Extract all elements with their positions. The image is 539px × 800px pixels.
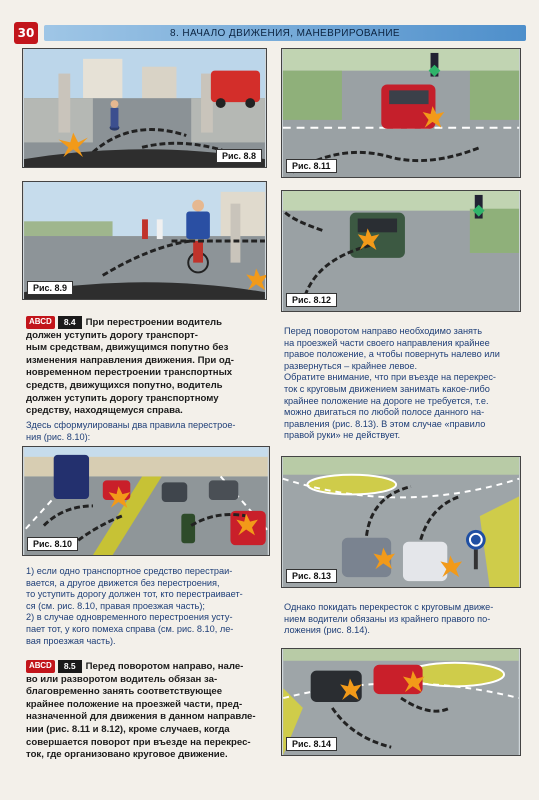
rule-number: 8.4 bbox=[58, 316, 82, 329]
rule-line: совершается поворот при въезде на перекрес- bbox=[26, 736, 251, 748]
text-line: вая проезжая часть). bbox=[26, 635, 116, 646]
text-line: 2) в случае одновременного перестроения усту- bbox=[26, 612, 233, 623]
rule-line: изменения направления движения. При од- bbox=[26, 354, 234, 366]
text-line: ния (рис. 8.10): bbox=[26, 431, 91, 442]
text-line: ложения (рис. 8.14). bbox=[284, 625, 370, 636]
text-line: правое положение, а чтобы повернуть налево или bbox=[284, 349, 500, 360]
text-line: правления (рис. 8.13). В этом случае «правило bbox=[284, 418, 486, 429]
intro-paragraph bbox=[26, 420, 271, 443]
figure-caption: Рис. 8.11 bbox=[286, 159, 337, 173]
rule-text: При перестроении водитель bbox=[85, 317, 223, 328]
rule-line bbox=[26, 316, 271, 330]
page-number: 30 bbox=[14, 22, 38, 44]
text-line: Здесь сформулированы два правила перестрое- bbox=[26, 420, 236, 430]
rule-8-5 bbox=[26, 660, 271, 762]
rule-line: нии (рис. 8.11 и 8.12), кроме случаев, когда bbox=[26, 723, 230, 735]
text-line: вается, а другое движется без перестроения, bbox=[26, 577, 220, 588]
rule-line: новременном перестроении транспортных bbox=[26, 367, 233, 379]
figure-8-9 bbox=[22, 181, 267, 300]
text-line: ся (см. рис. 8.10, правая проезжая часть); bbox=[26, 600, 205, 611]
rule-text: Перед поворотом направо, нале- bbox=[85, 661, 244, 672]
text-line: 1) если одно транспортное средство перестраи- bbox=[26, 566, 233, 576]
figure-caption: Рис. 8.13 bbox=[286, 569, 337, 583]
rule-line: назначенной для движения в данном направле- bbox=[26, 711, 256, 723]
rule-line: должен уступить дорогу транспортному bbox=[26, 392, 219, 404]
page-header bbox=[14, 22, 526, 44]
rule-line: средству, находящемуся справа. bbox=[26, 405, 183, 417]
rule-line: во или разворотом водитель обязан за- bbox=[26, 673, 218, 685]
rule-number: 8.5 bbox=[58, 660, 82, 673]
figure-caption: Рис. 8.10 bbox=[27, 537, 78, 551]
text-line: Обратите внимание, что при въезде на перекрес- bbox=[284, 372, 496, 383]
rule-line: ток, где организовано круговое движение. bbox=[26, 749, 228, 761]
rule-line: крайнее положение на проезжей части, пред- bbox=[26, 698, 243, 710]
rule-line: ным средствам, движущимся попутно без bbox=[26, 342, 229, 354]
figure-caption: Рис. 8.14 bbox=[286, 737, 337, 751]
text-line: Перед поворотом направо необходимо занять bbox=[284, 326, 483, 336]
text-line: ток с круговым движением занимать какое-либо bbox=[284, 383, 490, 394]
text-line: развернуться – крайнее левое. bbox=[284, 360, 418, 371]
figure-8-10 bbox=[22, 446, 270, 556]
right-paragraph-2 bbox=[284, 602, 524, 637]
rule-category-badge: АВСD bbox=[26, 660, 55, 673]
text-line: на проезжей части своего направления крайнее bbox=[284, 337, 490, 348]
figure-caption: Рис. 8.8 bbox=[216, 149, 262, 163]
figure-8-8 bbox=[22, 48, 267, 168]
rule-line: средств, движущихся попутно, водитель bbox=[26, 379, 223, 391]
figure-8-13 bbox=[281, 456, 521, 588]
text-line: то уступить дорогу должен тот, кто перестраивает- bbox=[26, 589, 243, 600]
figure-8-14 bbox=[281, 648, 521, 756]
figure-caption: Рис. 8.12 bbox=[286, 293, 337, 307]
figure-caption: Рис. 8.9 bbox=[27, 281, 73, 295]
text-line: пает тот, у кого помеха справа (см. рис. 8.10, ле- bbox=[26, 623, 234, 634]
figure-8-13-illustration bbox=[282, 457, 520, 587]
right-paragraph-1 bbox=[284, 326, 524, 442]
rule-line bbox=[26, 660, 271, 674]
rule-line: благовременно занять соответствующее bbox=[26, 686, 223, 698]
figure-8-12 bbox=[281, 190, 521, 312]
rule-category-badge: АВСD bbox=[26, 316, 55, 329]
chapter-title: 8. НАЧАЛО ДВИЖЕНИЯ, МАНЕВРИРОВАНИЕ bbox=[44, 25, 526, 41]
text-line: правой руки» не действует. bbox=[284, 430, 401, 441]
rule-line: должен уступить дорогу транспорт- bbox=[26, 329, 198, 341]
figure-8-11 bbox=[281, 48, 521, 178]
text-line: Однако покидать перекресток с круговым движе- bbox=[284, 602, 494, 612]
text-line: можно двигаться по любой полосе данного на- bbox=[284, 407, 485, 418]
text-line: нием водители обязаны из крайнего правого по- bbox=[284, 613, 491, 624]
figure-8-11-illustration bbox=[282, 49, 520, 177]
rule-8-4 bbox=[26, 316, 271, 418]
text-line: крайнее положение на дороге не требуется, т.е. bbox=[284, 395, 489, 406]
list-paragraph bbox=[26, 566, 271, 647]
